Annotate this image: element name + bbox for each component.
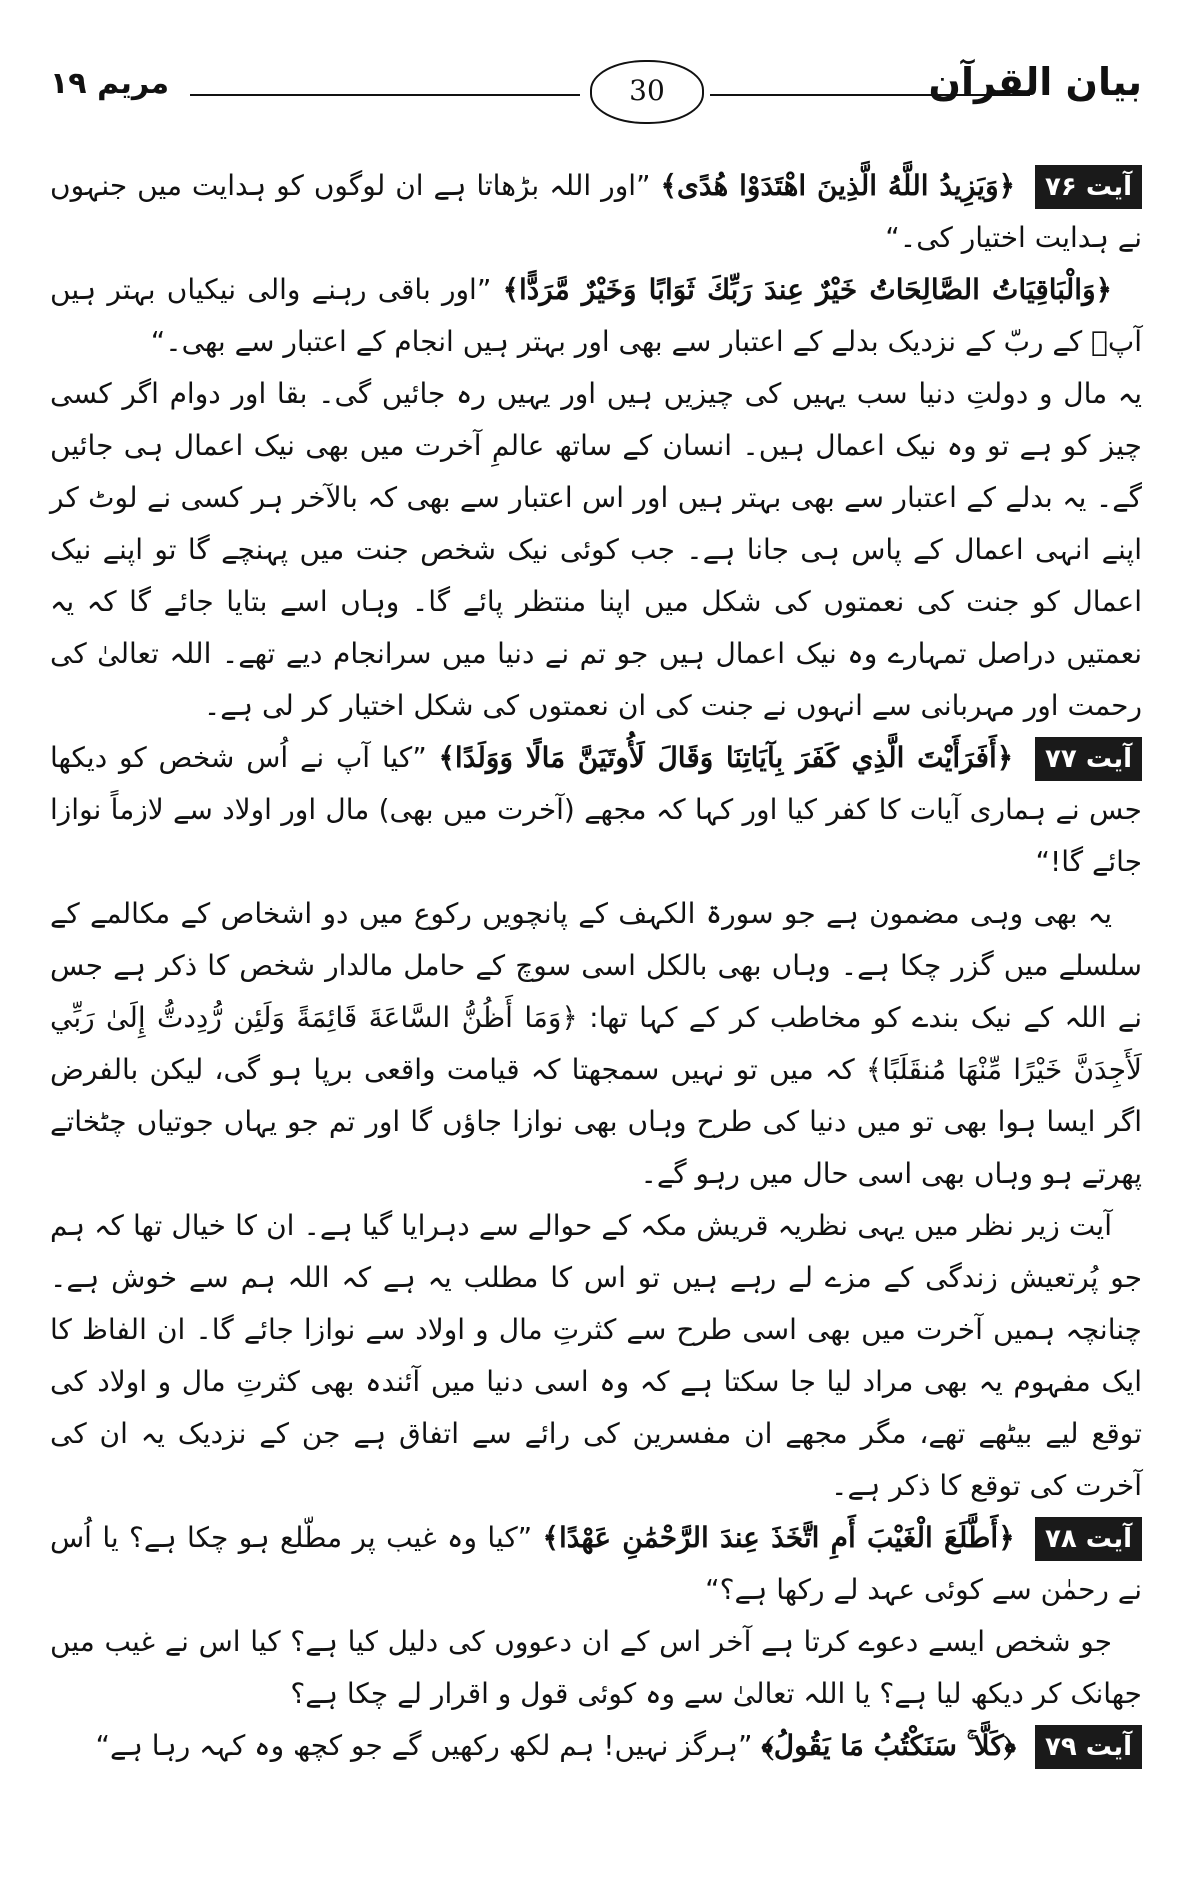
ayah-badge: آیت ۷۹ <box>1035 1725 1142 1769</box>
ayah-79 <box>50 1720 1142 1772</box>
ayah-77 <box>50 732 1142 888</box>
page-header <box>50 60 1142 160</box>
translation: ”اور اللہ بڑھاتا ہے ان لوگوں کو ہدایت میں جنہوں نے ہدایت اختیار کی۔“ <box>50 169 1142 254</box>
translation: ”اور باقی رہنے والی نیکیاں بہتر ہیں آپؐ کے ربّ کے نزدیک بدلے کے اعتبار سے بھی اور بہتر ہیں انجام کے اعتبار سے بھی۔“ <box>50 273 1142 358</box>
commentary-paragraph: آیت زیر نظر میں یہی نظریہ قریش مکہ کے حوالے سے دہرایا گیا ہے۔ ان کا خیال تھا کہ ہم جو پُرتعیش زندگی کے مزے لے رہے ہیں تو اس کا مطلب یہ ہے کہ اللہ ہم سے خوش ہے۔ چنانچہ ہمیں آخرت میں بھی اسی طرح سے کثرتِ مال و اولاد سے نوازا جائے گا۔ ان الفاظ کا ایک مفہوم یہ بھی مراد لیا جا سکتا ہے کہ وہ اسی دنیا میں آئندہ بھی کثرتِ مال و اولاد کی توقع لیے بیٹھے تھے، مگر مجھے ان مفسرین کی رائے سے اتفاق ہے جن کے نزدیک یہ ان کی آخرت کی توقع کا ذکر ہے۔ <box>50 1209 1142 1502</box>
verse-block <box>50 264 1142 368</box>
ayah-badge: آیت ۷۸ <box>1035 1517 1142 1561</box>
arabic-verse: ﴿كَلَّا ۚ سَنَكْتُبُ مَا يَقُولُ﴾ <box>761 1729 1017 1762</box>
page-body <box>50 160 1142 1851</box>
arabic-verse: ﴿أَطَّلَعَ الْغَيْبَ أَمِ اتَّخَذَ عِندَ الرَّحْمَٰنِ عَهْدًا﴾ <box>542 1521 1015 1554</box>
arabic-verse: ﴿وَيَزِيدُ اللَّهُ الَّذِينَ اهْتَدَوْا هُدًى﴾ <box>660 169 1016 202</box>
commentary-paragraph: جو شخص ایسے دعوے کرتا ہے آخر اس کے ان دعووں کی دلیل کیا ہے؟ کیا اس نے غیب میں جھانک کر دیکھ لیا ہے؟ یا اللہ تعالیٰ سے وہ کوئی قول و اقرار لے چکا ہے؟ <box>50 1625 1142 1710</box>
commentary-paragraph: یہ بھی وہی مضمون ہے جو سورۃ الکہف کے پانچویں رکوع میں دو اشخاص کے مکالمے کے سلسلے میں گزر چکا ہے۔ وہاں بھی بالکل اسی سوچ کے حامل مالدار شخص کا ذکر ہے جس نے اللہ کے نیک بندے کو مخاطب کر کے کہا تھا: ﴿وَمَا أَظُنُّ السَّاعَةَ قَائِمَةً وَلَئِن رُّدِدتُّ إِلَىٰ رَبِّي لَأَجِدَنَّ خَيْرًا مِّنْهَا مُنقَلَبًا﴾ کہ میں تو نہیں سمجھتا کہ قیامت واقعی برپا ہو گی، لیکن بالفرض اگر ایسا ہوا بھی تو میں دنیا کی طرح وہاں بھی نوازا جاؤں گا اور تم جو یہاں جوتیاں چٹخاتے پھرتے ہو وہاں بھی اسی حال میں رہو گے۔ <box>50 897 1142 1190</box>
commentary-paragraph: یہ مال و دولتِ دنیا سب یہیں کی چیزیں ہیں اور یہیں رہ جائیں گی۔ بقا اور دوام اگر کسی چیز کو ہے تو وہ نیک اعمال ہیں۔ انسان کے ساتھ عالمِ آخرت میں بھی نیک اعمال ہی جائیں گے۔ یہ بدلے کے اعتبار سے بھی بہتر ہیں اور اس اعتبار سے بھی کہ بالآخر ہر کسی نے لوٹ کر اپنے انہی اعمال کے پاس ہی جانا ہے۔ جب کوئی نیک شخص جنت میں پہنچے گا تو اپنے نیک اعمال کو جنت کی نعمتوں کی شکل میں اپنا منتظر پائے گا۔ وہاں اسے بتایا جائے گا کہ یہ نعمتیں دراصل تمہارے وہ نیک اعمال ہیں جو تم نے دنیا میں سرانجام دیے تھے۔ اللہ تعالیٰ کی رحمت اور مہربانی سے انہوں نے جنت کی ان نعمتوں کی شکل اختیار کر لی ہے۔ <box>50 377 1142 722</box>
translation: ”کیا آپ نے اُس شخص کو دیکھا جس نے ہماری آیات کا کفر کیا اور کہا کہ مجھے (آخرت میں بھی) مال اور اولاد سے لازماً نوازا جائے گا!“ <box>50 741 1142 878</box>
translation: ”ہرگز نہیں! ہم لکھ رکھیں گے جو کچھ وہ کہہ رہا ہے“ <box>95 1729 753 1762</box>
ayah-badge: آیت ۷۷ <box>1035 737 1142 781</box>
ayah-78 <box>50 1512 1142 1616</box>
ayah-badge: آیت ۷۶ <box>1035 165 1142 209</box>
arabic-verse: ﴿أَفَرَأَيْتَ الَّذِي كَفَرَ بِآيَاتِنَا وَقَالَ لَأُوتَيَنَّ مَالًا وَوَلَدًا﴾ <box>438 741 1014 774</box>
ayah-76 <box>50 160 1142 264</box>
page-number: 30 <box>590 60 704 124</box>
book-title: بیان القرآن <box>928 60 1142 104</box>
translation: ”کیا وہ غیب پر مطّلع ہو چکا ہے؟ یا اُس نے رحمٰن سے کوئی عہد لے رکھا ہے؟“ <box>50 1521 1142 1606</box>
arabic-verse: ﴿وَالْبَاقِيَاتُ الصَّالِحَاتُ خَيْرٌ عِندَ رَبِّكَ ثَوَابًا وَخَيْرٌ مَّرَدًّا﴾ <box>502 273 1112 306</box>
surah-name: مریم ۱۹ <box>50 66 170 101</box>
header-rule-left <box>190 94 580 96</box>
